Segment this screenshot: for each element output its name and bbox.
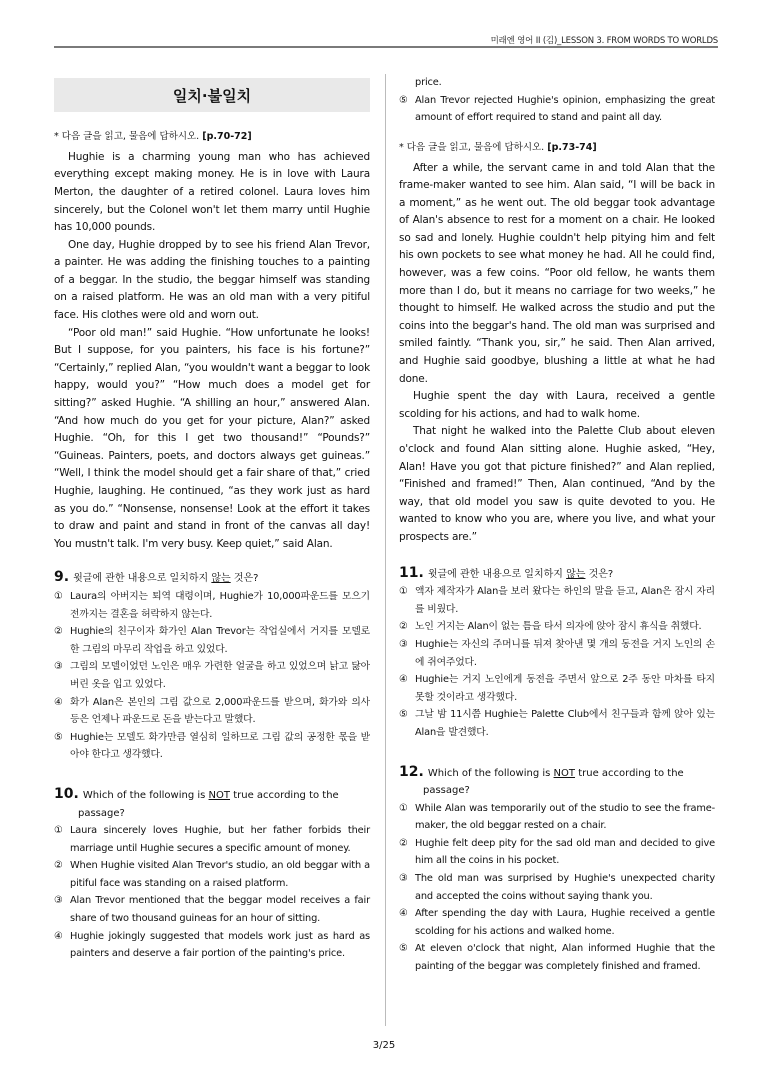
answer-option[interactable] xyxy=(399,870,715,905)
answer-option[interactable] xyxy=(54,588,370,623)
option-text: After spending the day with Laura, Hughie received a gentle scolding for his actions and walked home. xyxy=(415,908,715,937)
option-marker: ② xyxy=(54,626,63,638)
option-text: 화가 Alan은 본인의 그림 값으로 2,000파운드를 받으며, 화가와 의사 등은 언제나 파운드로 돈을 받는다고 말했다. xyxy=(70,696,370,726)
question-9 xyxy=(54,569,370,764)
option-marker: ④ xyxy=(54,696,63,708)
option-marker: ④ xyxy=(399,908,408,920)
answer-option[interactable] xyxy=(399,835,715,870)
answer-option[interactable] xyxy=(399,905,715,940)
option-marker: ④ xyxy=(54,930,63,942)
option-marker: ① xyxy=(399,586,408,598)
passage1-paragraph: “Poor old man!” said Hughie. “How unfortunate he looks! But I suppose, for you painters, his face is his fortune?” “Certainly,” replied Alan, “you wouldn't want a beggar to look happy, would you?” “How much does a model get for sitting?” asked Hughie. “A shilling an hour,” answered Alan. “And how much do you get for your picture, Alan?” asked Hughie. “Oh, for this I get two thousand!” “Pounds?” “Guineas. Painters, poets, and doctors always get guineas.” “Well, I think the model should get a fair share of that,” cried Hughie, laughing. He continued, “as they work just as hard as you do.” “Nonsense, nonsense! Look at the effort it takes to draw and paint and stand in front of the canvas all day! You mustn't talk. I'm very busy. Keep quiet,” said Alan. xyxy=(54,326,370,550)
stem-underline: 않는 xyxy=(566,568,586,580)
page-number: 3/25 xyxy=(372,1040,396,1051)
option-marker: ⑤ xyxy=(399,94,408,106)
answer-option[interactable] xyxy=(399,671,715,706)
column-divider xyxy=(385,74,386,1026)
left-column xyxy=(54,72,370,963)
passage1-instruction xyxy=(54,130,370,145)
question-stem xyxy=(399,764,715,800)
answer-option[interactable] xyxy=(54,857,370,892)
question-stem xyxy=(54,569,370,588)
answer-option[interactable] xyxy=(399,583,715,618)
stem-underline: 않는 xyxy=(211,573,231,585)
stem-text: 것은? xyxy=(230,573,259,585)
answer-option[interactable] xyxy=(54,623,370,658)
stem-text: 것은? xyxy=(585,568,614,580)
question-stem xyxy=(54,786,370,822)
option-marker: ② xyxy=(54,860,63,872)
stem-underline: NOT xyxy=(208,789,231,801)
option-marker: ④ xyxy=(399,674,408,686)
option-text: At eleven o'clock that night, Alan informed Hughie that the painting of the beggar was completely finished and framed. xyxy=(415,943,715,973)
question-number: 9. xyxy=(54,569,70,586)
stem-text: Which of the following is xyxy=(82,789,209,801)
question-number: 12. xyxy=(399,763,424,780)
option-marker: ⑤ xyxy=(399,943,408,955)
option-text: Hughie felt deep pity for the sad old man and decided to give him all the coins in his pocket. xyxy=(415,837,715,867)
option-text: The old man was surprised by Hughie's unexpected charity and accepted the coins without saying thank you. xyxy=(415,873,715,902)
option-text: While Alan was temporarily out of the studio to see the frame-maker, the old beggar rested on a chair. xyxy=(415,802,715,832)
option-marker: ③ xyxy=(399,638,408,650)
option-text: 액자 제작자가 Alan을 보러 왔다는 하인의 말을 듣고, Alan은 잠시 자리를 비웠다. xyxy=(415,586,715,615)
option-text: Hughie의 친구이자 화가인 Alan Trevor는 작업실에서 거지를 모델로 한 그림의 마무리 작업을 하고 있었다. xyxy=(70,626,370,655)
option-marker: ③ xyxy=(399,873,408,885)
answer-option[interactable] xyxy=(399,92,715,127)
option-marker: ⑤ xyxy=(399,709,408,721)
stem-text: true according to the passage? xyxy=(423,767,684,797)
page-reference: [p.73-74] xyxy=(547,141,597,153)
option-marker: ⑤ xyxy=(54,731,63,743)
answer-option[interactable] xyxy=(399,618,715,636)
option-text: 노인 거지는 Alan이 없는 틈을 타서 의자에 앉아 잠시 휴식을 취했다. xyxy=(415,621,702,633)
option-text: Hughie는 자신의 주머니를 뒤져 찾아낸 몇 개의 동전을 거지 노인의 손에 쥐여주었다. xyxy=(415,638,715,668)
stem-text: 윗글에 관한 내용으로 일치하지 xyxy=(427,568,567,580)
option-text: Alan Trevor rejected Hughie's opinion, emphasizing the great amount of effort required to stand and paint all day. xyxy=(415,94,715,124)
option-text: Alan Trevor mentioned that the beggar model receives a fair share of two thousand guineas for an hour of sitting. xyxy=(70,895,370,925)
option-marker: ① xyxy=(399,802,408,814)
option-text: Hughie는 모델도 화가만큼 열심히 일하므로 그림 값의 공정한 몫을 받아야 한다고 생각했다. xyxy=(70,731,370,761)
passage2-paragraph: That night he walked into the Palette Club about eleven o'clock and found Alan sitting alone. Hughie asked, “Hey, Alan! Have you got that picture finished?” and Alan replied, “Finished and framed!” Then, Alan continued, “And by the way, that old model you saw is quite devoted to you. He wanted to know who you are, where you live, and what your prospects are.” xyxy=(399,425,715,543)
answer-option-continued xyxy=(399,74,715,92)
passage2-paragraph: After a while, the servant came in and told Alan that the frame-maker wanted to see him. Alan said, “I will be back in a moment,” as he went out. The old beggar took advantage of Alan's absence to rest for a moment on a chair. He looked so sad and lonely. Hughie couldn't help pitying him and felt his own pockets to see what money he had. All he could find, however, was a few coins. “Poor old fellow, he wants them more than I do, but it means no carriage for two weeks,” he thought to himself. He walked across the studio and put the coins into the beggar's hand. The old man was surprised and smiled faintly. “Thank you, sir,” he said. Then Alan arrived, and Hughie said goodbye, blushing a little at what he had done. xyxy=(399,161,715,385)
option-text: When Hughie visited Alan Trevor's studio, an old beggar with a pitiful face was standing on a raised platform. xyxy=(70,860,370,889)
option-text-continued: price. xyxy=(415,77,442,88)
answer-option[interactable] xyxy=(399,706,715,741)
stem-text: true according to the passage? xyxy=(78,789,339,819)
passage1-paragraph: One day, Hughie dropped by to see his friend Alan Trevor, a painter. He was adding the finishing touches to a painting of a beggar. In the studio, the beggar himself was standing on a raised platform. He was an old man with a very pitiful face. His clothes were old and worn out. xyxy=(54,238,370,322)
option-text: Laura의 아버지는 퇴역 대령이며, Hughie가 10,000파운드를 모으기 전까지는 결혼을 허락하지 않는다. xyxy=(70,590,370,620)
option-marker: ② xyxy=(399,837,408,849)
option-marker: ② xyxy=(399,621,408,633)
question-12 xyxy=(399,764,715,976)
page-reference: [p.70-72] xyxy=(202,131,252,142)
option-marker: ① xyxy=(54,590,63,602)
option-marker: ① xyxy=(54,825,63,837)
passage2-paragraph: Hughie spent the day with Laura, received a gentle scolding for his actions, and had to walk home. xyxy=(399,390,715,420)
question-number: 10. xyxy=(54,785,79,802)
section-title: 일치·불일치 xyxy=(54,78,370,112)
option-text: 그림의 모델이었던 노인은 매우 가련한 얼굴을 하고 있었으며 낡고 닳아 버린 옷을 입고 있었다. xyxy=(70,661,370,690)
question-10 xyxy=(54,786,370,963)
option-text: 그날 밤 11시쯤 Hughie는 Palette Club에서 친구들과 함께 앉아 있는 Alan을 발견했다. xyxy=(415,709,715,738)
page-header: 미래엔 영어 II (김)_LESSON 3. FROM WORDS TO WORLDS xyxy=(490,36,718,46)
instruction-text: * 다음 글을 읽고, 물음에 답하시오. xyxy=(399,141,545,153)
option-marker: ③ xyxy=(54,661,63,673)
answer-option[interactable] xyxy=(399,940,715,975)
option-text: Laura sincerely loves Hughie, but her father forbids their marriage until Hughie secures a specific amount of money. xyxy=(70,825,370,854)
stem-text: 윗글에 관한 내용으로 일치하지 xyxy=(73,573,212,585)
answer-option[interactable] xyxy=(54,928,370,963)
answer-option[interactable] xyxy=(54,892,370,927)
answer-option[interactable] xyxy=(54,729,370,764)
option-text: Hughie는 거지 노인에게 동전을 주면서 앞으로 2주 동안 마차를 타지 못할 것이라고 생각했다. xyxy=(415,674,715,703)
stem-underline: NOT xyxy=(553,767,576,779)
question-11 xyxy=(399,565,715,742)
option-text: Hughie jokingly suggested that models work just as hard as painters and deserve a fair portion of the painting's price. xyxy=(70,930,370,960)
passage2-instruction xyxy=(399,141,715,156)
answer-option[interactable] xyxy=(399,636,715,671)
answer-option[interactable] xyxy=(399,800,715,835)
passage1-paragraph: Hughie is a charming young man who has achieved everything except making money. He is in love with Laura Merton, the daughter of a retired colonel. Laura loves him sincerely, but the Colonel won't let them marry until Hughie has 10,000 pounds. xyxy=(54,150,370,234)
right-column xyxy=(399,74,715,976)
question-number: 11. xyxy=(399,564,424,581)
stem-text: Which of the following is xyxy=(427,767,554,779)
question-stem xyxy=(399,565,715,584)
instruction-text: * 다음 글을 읽고, 물음에 답하시오. xyxy=(54,131,200,142)
answer-option[interactable] xyxy=(54,658,370,693)
answer-option[interactable] xyxy=(54,822,370,857)
answer-option[interactable] xyxy=(54,694,370,729)
header-rule xyxy=(54,46,718,48)
option-marker: ③ xyxy=(54,895,63,907)
